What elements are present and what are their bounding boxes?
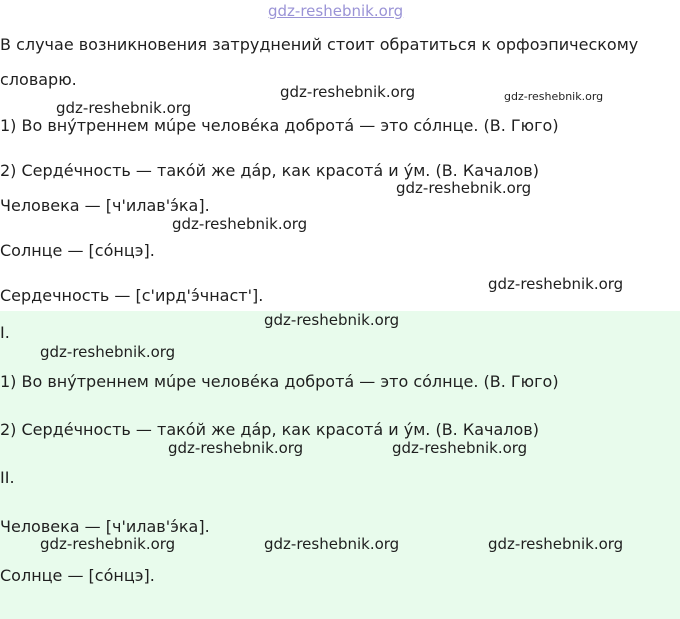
watermark: gdz-reshebnik.org	[172, 215, 308, 233]
watermark-top[interactable]: gdz-reshebnik.org	[268, 2, 404, 20]
watermark: gdz-reshebnik.org	[40, 343, 176, 361]
watermark: gdz-reshebnik.org	[280, 83, 416, 101]
transcription-chelovek: Человека — [ч'илав'э́ка].	[0, 196, 210, 215]
sentence-2: 2) Сердéчность — такóй же дáр, как красотá и ýм. (В. Качалов)	[0, 161, 539, 180]
intro-text-line-1: В случае возникновения затруднений стоит обратиться к орфоэпическому	[0, 35, 639, 54]
watermark: gdz-reshebnik.org	[396, 179, 532, 197]
watermark: gdz-reshebnik.org	[488, 535, 624, 553]
transcription-chelovek-repeat: Человека — [ч'илав'э́ка].	[0, 517, 210, 536]
intro-text-line-2: словарю.	[0, 70, 77, 89]
watermark: gdz-reshebnik.org	[168, 439, 304, 457]
transcription-solntse: Солнце — [сóнцэ].	[0, 241, 155, 260]
watermark: gdz-reshebnik.org	[56, 99, 192, 117]
sentence-1-repeat: 1) Во внýтреннем мúре человéка добротá — это сóлнце. (В. Гюго)	[0, 372, 559, 391]
section-marker-ii: II.	[0, 468, 15, 487]
transcription-solntse-repeat: Солнце — [сóнцэ].	[0, 566, 155, 585]
section-marker-i: I.	[0, 323, 10, 342]
watermark: gdz-reshebnik.org	[264, 311, 400, 329]
transcription-serdechnost: Сердечность — [с'ирд'э́чнаст'].	[0, 286, 264, 305]
sentence-2-repeat: 2) Сердéчность — такóй же дáр, как красотá и ýм. (В. Качалов)	[0, 420, 539, 439]
watermark: gdz-reshebnik.org	[40, 535, 176, 553]
watermark: gdz-reshebnik.org	[392, 439, 528, 457]
sentence-1: 1) Во внýтреннем мúре человéка добротá — это сóлнце. (В. Гюго)	[0, 116, 559, 135]
cut-off-line	[0, 610, 5, 619]
watermark: gdz-reshebnik.org	[504, 90, 604, 103]
watermark: gdz-reshebnik.org	[264, 535, 400, 553]
watermark: gdz-reshebnik.org	[488, 275, 624, 293]
